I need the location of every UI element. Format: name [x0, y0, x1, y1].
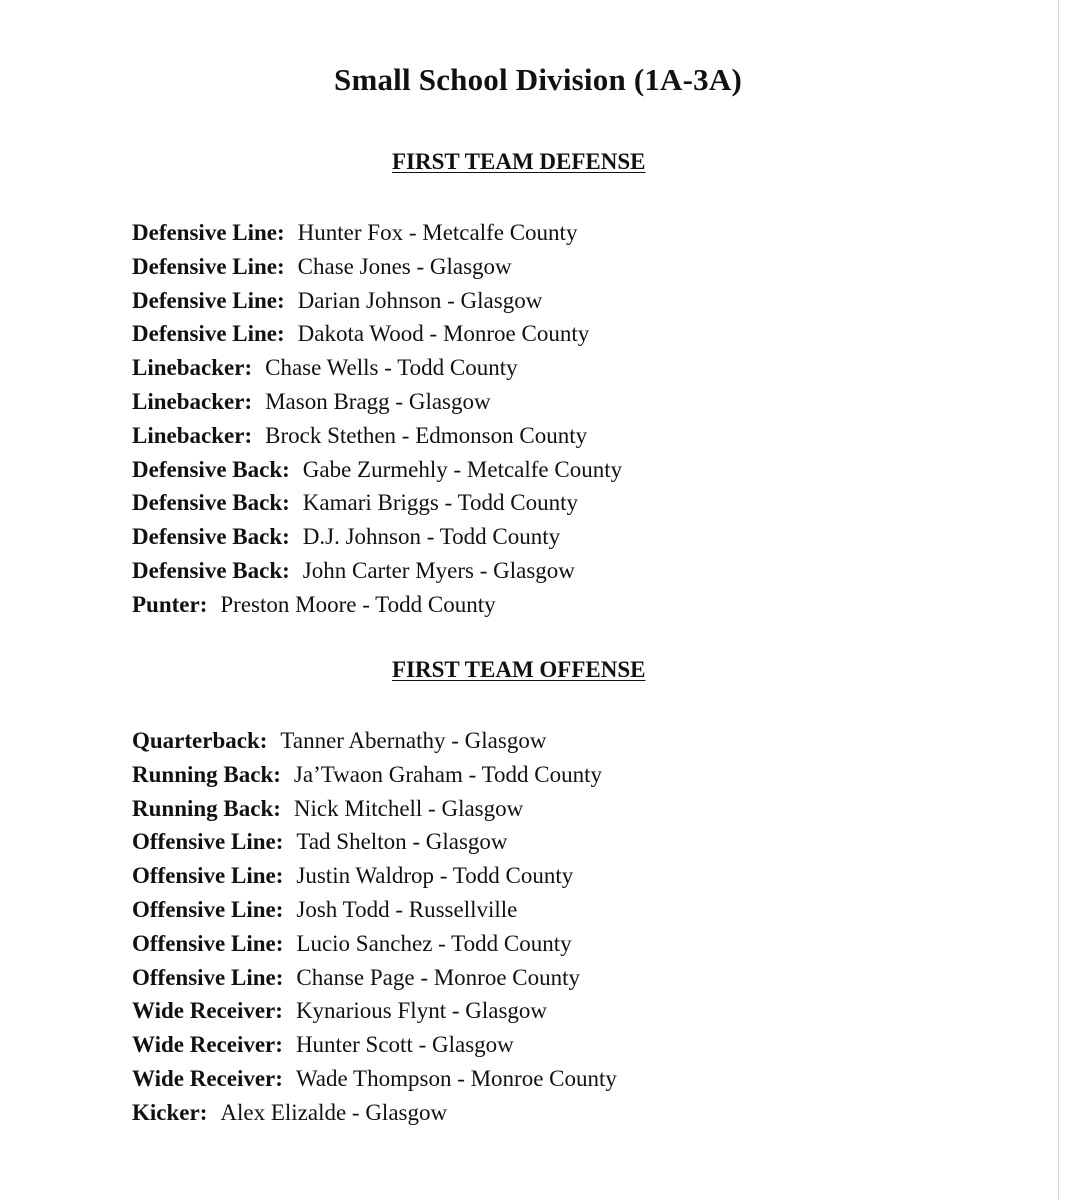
- player-name-school: Dakota Wood - Monroe County: [297, 321, 590, 347]
- defense-roster: [132, 216, 622, 622]
- roster-entry: [132, 792, 617, 826]
- roster-entry: [132, 385, 622, 419]
- player-name-school: Justin Waldrop - Todd County: [296, 863, 574, 889]
- position-label: Wide Receiver:: [132, 998, 283, 1024]
- roster-entry: [132, 724, 617, 758]
- roster-entry: [132, 317, 622, 351]
- player-name-school: Preston Moore - Todd County: [220, 591, 496, 617]
- page-title: Small School Division (1A-3A): [334, 62, 742, 97]
- position-label: Defensive Back:: [132, 557, 290, 583]
- position-label: Wide Receiver:: [132, 1032, 283, 1058]
- position-label: Offensive Line:: [132, 896, 284, 922]
- position-label: Defensive Back:: [132, 524, 290, 550]
- player-name-school: Chase Wells - Todd County: [265, 355, 518, 381]
- roster-entry: [132, 554, 622, 588]
- player-name-school: Mason Bragg - Glasgow: [265, 388, 491, 414]
- player-name-school: Josh Todd - Russellville: [296, 896, 518, 922]
- roster-entry: [132, 961, 617, 995]
- roster-entry: [132, 1028, 617, 1062]
- player-name-school: Tanner Abernathy - Glasgow: [280, 728, 547, 753]
- offense-heading: FIRST TEAM OFFENSE: [392, 657, 646, 682]
- player-name-school: Nick Mitchell - Glasgow: [293, 795, 524, 821]
- player-name-school: Tad Shelton - Glasgow: [296, 829, 508, 855]
- position-label: Defensive Back:: [132, 490, 290, 516]
- roster-entry: [132, 486, 622, 520]
- position-label: Kicker:: [132, 1099, 208, 1125]
- roster-entry: [132, 588, 622, 622]
- page-edge-divider: [1058, 0, 1059, 1200]
- roster-entry: [132, 1062, 617, 1096]
- player-name-school: Hunter Fox - Metcalfe County: [297, 220, 578, 245]
- player-name-school: Lucio Sanchez - Todd County: [296, 930, 572, 956]
- position-label: Linebacker:: [132, 388, 253, 414]
- position-label: Running Back:: [132, 761, 281, 787]
- position-label: Defensive Back:: [132, 456, 290, 482]
- roster-entry: [132, 453, 622, 487]
- position-label: Defensive Line:: [132, 287, 285, 313]
- player-name-school: Kynarious Flynt - Glasgow: [295, 998, 548, 1024]
- position-label: Defensive Line:: [132, 321, 285, 347]
- position-label: Offensive Line:: [132, 964, 284, 990]
- defense-heading: FIRST TEAM DEFENSE: [392, 149, 646, 174]
- player-name-school: Gabe Zurmehly - Metcalfe County: [302, 456, 623, 482]
- roster-entry: [132, 1096, 617, 1130]
- position-label: Offensive Line:: [132, 829, 284, 855]
- player-name-school: Kamari Briggs - Todd County: [302, 490, 579, 516]
- position-label: Running Back:: [132, 795, 281, 821]
- player-name-school: Wade Thompson - Monroe County: [295, 1065, 617, 1091]
- roster-entry: [132, 927, 617, 961]
- roster-entry: [132, 893, 617, 927]
- roster-entry: [132, 520, 622, 554]
- player-name-school: Brock Stethen - Edmonson County: [265, 422, 588, 448]
- roster-entry: [132, 994, 617, 1028]
- player-name-school: Darian Johnson - Glasgow: [297, 287, 543, 313]
- roster-entry: [132, 758, 617, 792]
- offense-roster: [132, 724, 617, 1130]
- position-label: Defensive Line:: [132, 220, 285, 245]
- position-label: Punter:: [132, 591, 208, 617]
- player-name-school: Chanse Page - Monroe County: [296, 964, 581, 990]
- position-label: Wide Receiver:: [132, 1065, 283, 1091]
- position-label: Offensive Line:: [132, 930, 284, 956]
- roster-entry: [132, 859, 617, 893]
- player-name-school: Hunter Scott - Glasgow: [295, 1032, 514, 1058]
- roster-entry: [132, 284, 622, 318]
- player-name-school: D.J. Johnson - Todd County: [302, 524, 561, 550]
- position-label: Offensive Line:: [132, 863, 284, 889]
- player-name-school: Chase Jones - Glasgow: [297, 253, 512, 279]
- roster-entry: [132, 351, 622, 385]
- player-name-school: Alex Elizalde - Glasgow: [220, 1099, 448, 1125]
- position-label: Linebacker:: [132, 422, 253, 448]
- roster-entry: [132, 419, 622, 453]
- player-name-school: John Carter Myers - Glasgow: [302, 557, 575, 583]
- player-name-school: Ja’Twaon Graham - Todd County: [293, 761, 602, 787]
- position-label: Linebacker:: [132, 355, 253, 381]
- roster-entry: [132, 250, 622, 284]
- roster-entry: [132, 825, 617, 859]
- position-label: Defensive Line:: [132, 253, 285, 279]
- position-label: Quarterback:: [132, 728, 268, 753]
- roster-entry: [132, 216, 622, 250]
